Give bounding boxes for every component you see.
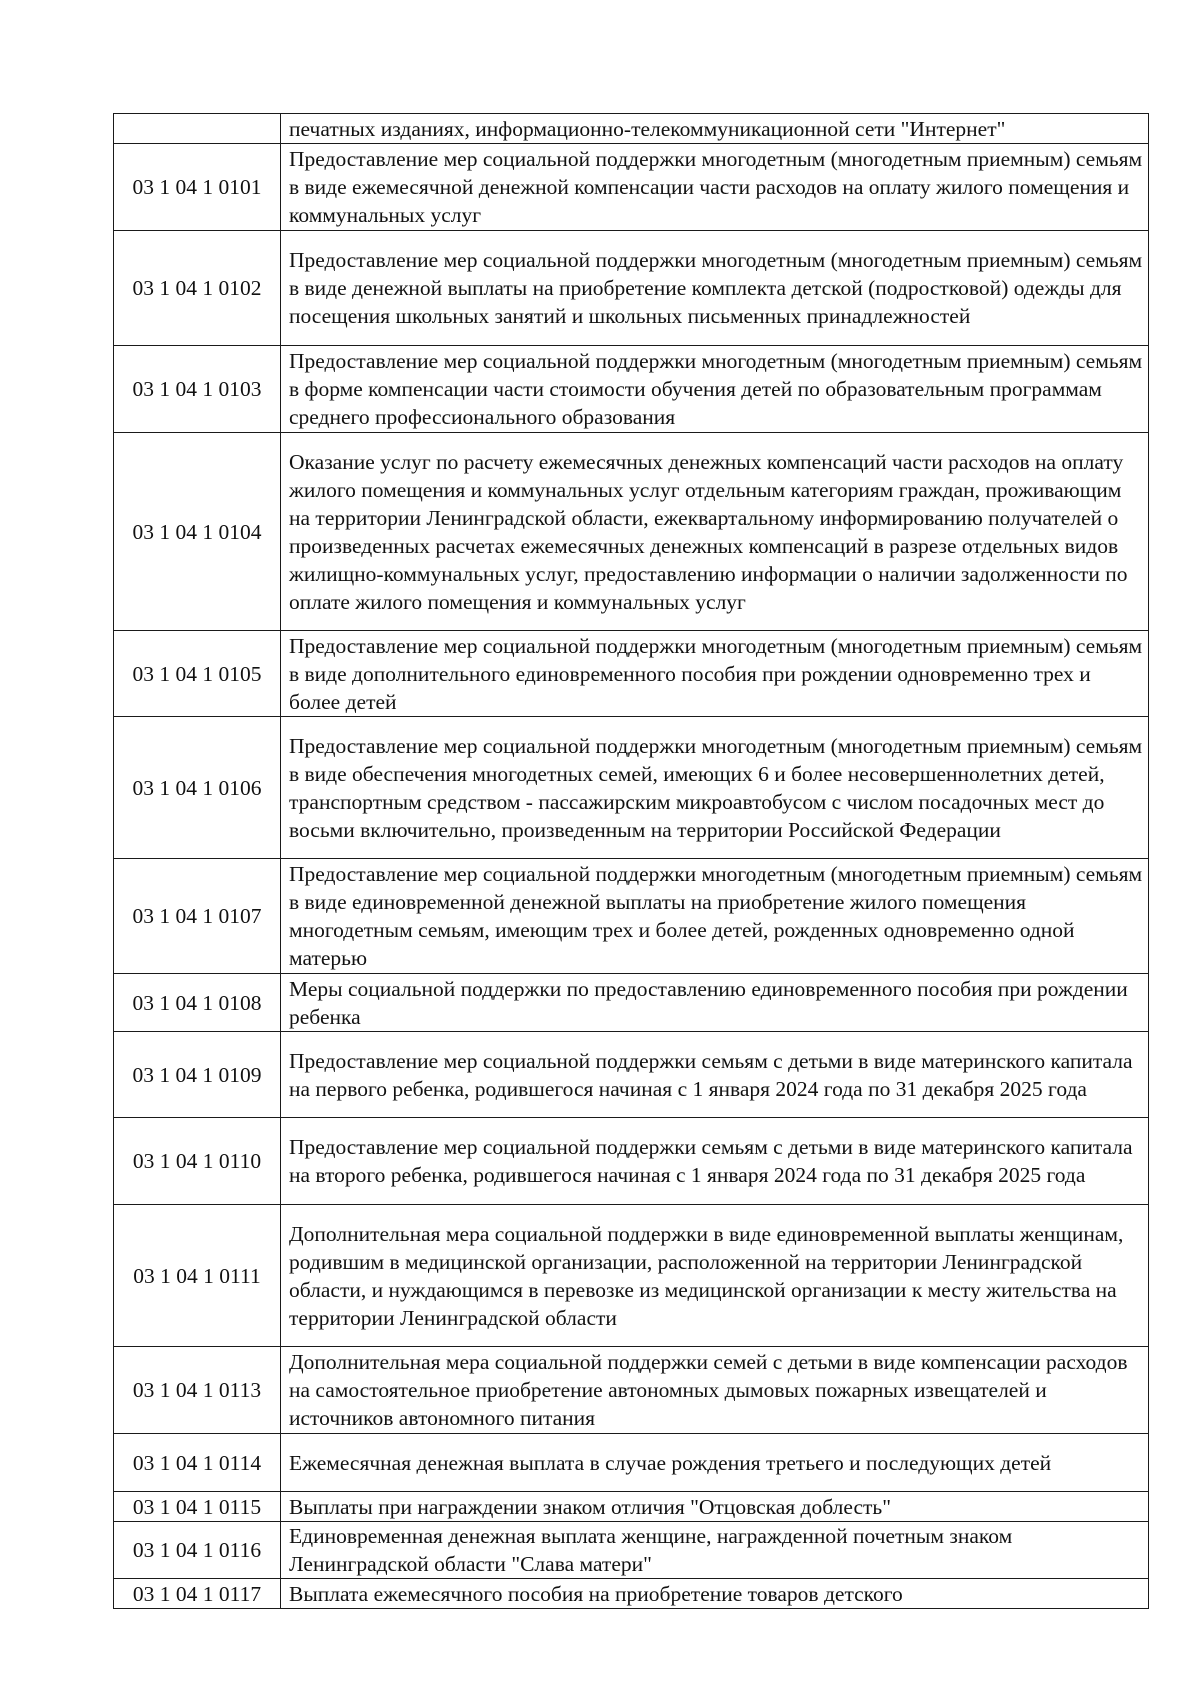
table-row	[114, 114, 1149, 144]
code-cell: 03 1 04 1 0108	[114, 974, 281, 1032]
code-cell: 03 1 04 1 0104	[114, 433, 281, 631]
code-cell: 03 1 04 1 0110	[114, 1118, 281, 1205]
description-cell: Меры социальной поддержки по предоставлению единовременного пособия при рождении ребенка	[281, 974, 1149, 1032]
code-cell: 03 1 04 1 0101	[114, 144, 281, 231]
code-cell: 03 1 04 1 0115	[114, 1492, 281, 1522]
code-cell: 03 1 04 1 0107	[114, 859, 281, 974]
description-cell: Предоставление мер социальной поддержки многодетным (многодетным приемным) семьям в виде единовременной денежной выплаты на приобретение жилого помещения многодетным семьям, имеющим трех и более детей, рожденных одновременно одной матерью	[281, 859, 1149, 974]
code-cell: 03 1 04 1 0111	[114, 1205, 281, 1347]
table-row	[114, 231, 1149, 346]
code-cell: 03 1 04 1 0105	[114, 631, 281, 717]
table-row	[114, 1492, 1149, 1522]
table-row	[114, 1347, 1149, 1434]
description-cell: Предоставление мер социальной поддержки многодетным (многодетным приемным) семьям в виде обеспечения многодетных семей, имеющих 6 и более несовершеннолетних детей, транспортным средством - пассажирским микроавтобусом с числом посадочных мест до восьми включительно, произведенным на территории Российской Федерации	[281, 717, 1149, 859]
table-row	[114, 1434, 1149, 1492]
table-row	[114, 631, 1149, 717]
code-cell: 03 1 04 1 0102	[114, 231, 281, 346]
code-cell: 03 1 04 1 0106	[114, 717, 281, 859]
description-cell: Предоставление мер социальной поддержки многодетным (многодетным приемным) семьям в форме компенсации части стоимости обучения детей по образовательным программам среднего профессионального образования	[281, 346, 1149, 433]
description-cell: Выплаты при награждении знаком отличия "Отцовская доблесть"	[281, 1492, 1149, 1522]
code-cell: 03 1 04 1 0103	[114, 346, 281, 433]
code-cell: 03 1 04 1 0114	[114, 1434, 281, 1492]
table-row	[114, 433, 1149, 631]
code-cell: 03 1 04 1 0113	[114, 1347, 281, 1434]
budget-codes-table	[113, 113, 1149, 1609]
table-row	[114, 1205, 1149, 1347]
description-cell: Дополнительная мера социальной поддержки семей с детьми в виде компенсации расходов на самостоятельное приобретение автономных дымовых пожарных извещателей и источников автономного питания	[281, 1347, 1149, 1434]
table-row	[114, 1032, 1149, 1118]
description-cell: Оказание услуг по расчету ежемесячных денежных компенсаций части расходов на оплату жилого помещения и коммунальных услуг отдельным категориям граждан, проживающим на территории Ленинградской области, ежеквартальному информированию получателей о произведенных расчетах ежемесячных денежных компенсаций в разрезе отдельных видов жилищно-коммунальных услуг, предоставлению информации о наличии задолженности по оплате жилого помещения и коммунальных услуг	[281, 433, 1149, 631]
table-row	[114, 1522, 1149, 1579]
code-cell: 03 1 04 1 0117	[114, 1579, 281, 1609]
description-cell: Предоставление мер социальной поддержки семьям с детьми в виде материнского капитала на второго ребенка, родившегося начиная с 1 января 2024 года по 31 декабря 2025 года	[281, 1118, 1149, 1205]
description-cell: Выплата ежемесячного пособия на приобретение товаров детского	[281, 1579, 1149, 1609]
table-row	[114, 717, 1149, 859]
table-row	[114, 1579, 1149, 1609]
description-cell: Ежемесячная денежная выплата в случае рождения третьего и последующих детей	[281, 1434, 1149, 1492]
code-cell: 03 1 04 1 0109	[114, 1032, 281, 1118]
code-cell	[114, 114, 281, 144]
description-cell: печатных изданиях, информационно-телекоммуникационной сети "Интернет"	[281, 114, 1149, 144]
table-row	[114, 144, 1149, 231]
table-row	[114, 346, 1149, 433]
description-cell: Предоставление мер социальной поддержки многодетным (многодетным приемным) семьям в виде ежемесячной денежной компенсации части расходов на оплату жилого помещения и коммунальных услуг	[281, 144, 1149, 231]
code-cell: 03 1 04 1 0116	[114, 1522, 281, 1579]
table-row	[114, 859, 1149, 974]
description-cell: Единовременная денежная выплата женщине, награжденной почетным знаком Ленинградской области "Слава матери"	[281, 1522, 1149, 1579]
description-cell: Дополнительная мера социальной поддержки в виде единовременной выплаты женщинам, родившим в медицинской организации, расположенной на территории Ленинградской области, и нуждающимся в перевозке из медицинской организации к месту жительства на территории Ленинградской области	[281, 1205, 1149, 1347]
description-cell: Предоставление мер социальной поддержки многодетным (многодетным приемным) семьям в виде дополнительного единовременного пособия при рождении одновременно трех и более детей	[281, 631, 1149, 717]
description-cell: Предоставление мер социальной поддержки семьям с детьми в виде материнского капитала на первого ребенка, родившегося начиная с 1 января 2024 года по 31 декабря 2025 года	[281, 1032, 1149, 1118]
table-row	[114, 1118, 1149, 1205]
table-row	[114, 974, 1149, 1032]
description-cell: Предоставление мер социальной поддержки многодетным (многодетным приемным) семьям в виде денежной выплаты на приобретение комплекта детской (подростковой) одежды для посещения школьных занятий и школьных письменных принадлежностей	[281, 231, 1149, 346]
